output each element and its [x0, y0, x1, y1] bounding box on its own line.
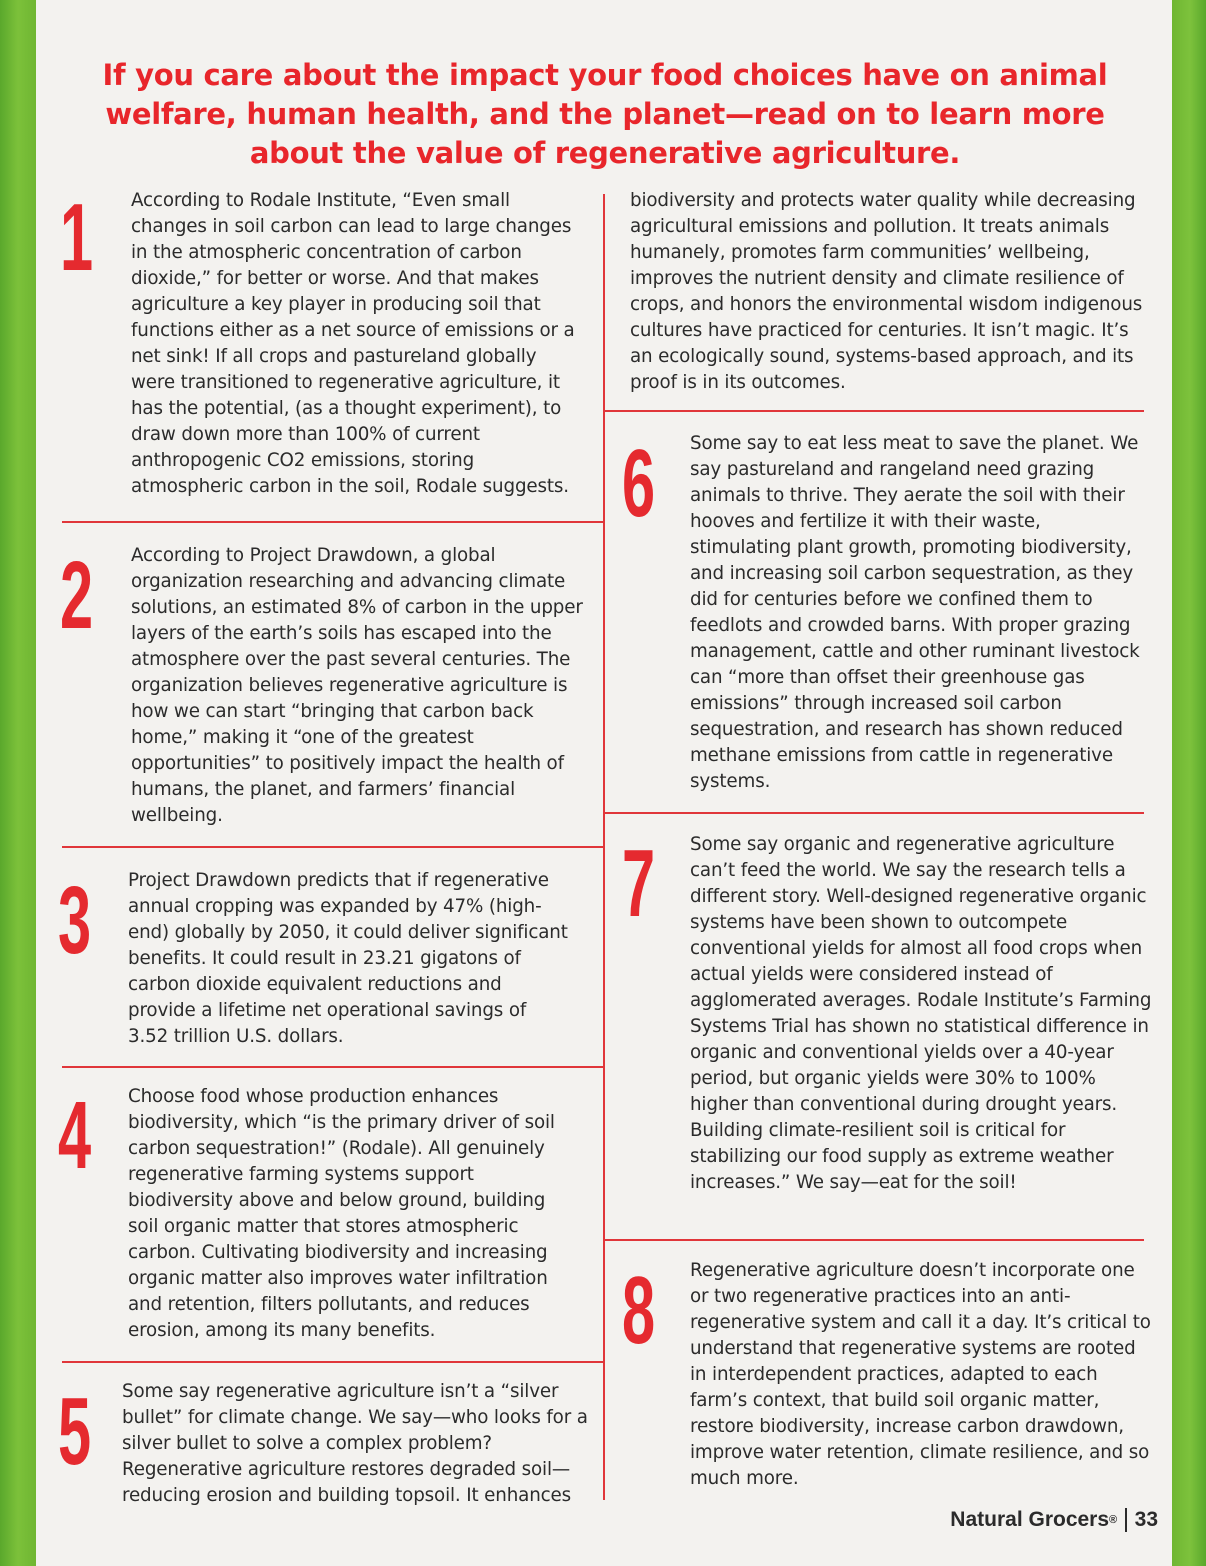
page-footer	[950, 1508, 1158, 1532]
divider-7-8	[604, 1239, 1144, 1241]
item-text-8: Regenerative agriculture doesn’t incorporate one or two regenerative practices into an anti-regenerative system and call it a day. It’s critical to understand that regenerative systems are rooted in interdependent practices, adapted to each farm’s context, that build soil organic matter, restore biodiversity, increase carbon drawdown, improve water retention, climate resilience, and so much more.	[690, 1260, 1151, 1489]
divider-2-3	[62, 846, 604, 848]
divider-4-5	[62, 1361, 604, 1363]
item-number-2: 2	[60, 542, 94, 649]
divider-1-2	[62, 521, 604, 523]
divider-3-4	[62, 1066, 604, 1068]
item-text-1: According to Rodale Institute, “Even small changes in soil carbon can lead to large changes in the atmospheric concentration of carbon dioxide,” for better or worse. And that makes agriculture a key player in producing soil that functions either as a net source of emissions or a net sink! If all crops and pastureland globally were transitioned to regenerative agriculture, it has the potential, (as a thought experiment), to draw down more than 100% of current anthropogenic CO2 emissions, storing atmospheric carbon in the soil, Rodale suggests.	[131, 190, 575, 497]
item-number-1: 1	[60, 184, 94, 291]
item-text-6: Some say to eat less meat to save the planet. We say pastureland and rangeland need grazing animals to thrive. They aerate the soil with their hooves and fertilize it with their waste, stimulating plant growth, promoting biodiversity, and increasing soil carbon sequestration, as they did for centuries before we confined them to feedlots and crowded barns. With proper grazing management, cattle and other ruminant livestock can “more than offset their greenhouse gas emissions” through increased soil carbon sequestration, and research has shown reduced methane emissions from cattle in regenerative systems.	[690, 433, 1140, 792]
item-number-7: 7	[622, 830, 656, 937]
registered-mark: ®	[1109, 1514, 1118, 1526]
item-text-5: Some say regenerative agriculture isn’t a “silver bullet” for climate change. We say—who looks for a silver bullet to solve a complex problem? Regenerative agriculture restores degraded soil—reducing erosion and building topsoil. It enhances	[122, 1381, 588, 1506]
item-text-2: According to Project Drawdown, a global organization researching and advancing climate solutions, an estimated 8% of carbon in the upper layers of the earth’s soils has escaped into the atmosphere over the past several centuries. The organization believes regenerative agriculture is how we can start “bringing that carbon back home,” making it “one of the greatest opportunities” to positively impact the health of humans, the planet, and farmers’ financial wellbeing.	[131, 545, 583, 826]
divider-5-6	[604, 410, 1144, 412]
brand-name: Natural Grocers	[950, 1508, 1110, 1531]
page-headline: If you care about the impact your food choices have on animal welfare, human health, and the planet—read on to learn more about the value of regenerative agriculture.	[102, 58, 1108, 170]
footer-separator	[1125, 1508, 1127, 1532]
item-number-6: 6	[622, 430, 656, 537]
item-number-4: 4	[58, 1082, 92, 1189]
item-text-3: Project Drawdown predicts that if regenerative annual cropping was expanded by 47% (high-end) globally by 2050, it could deliver significant benefits. It could result in 23.21 gigatons of carbon dioxide equivalent reductions and provide a lifetime net operational savings of 3.52 trillion U.S. dollars.	[128, 870, 568, 1047]
item-text-7: Some say organic and regenerative agriculture can’t feed the world. We say the research tells a different story. Well-designed regenerative organic systems have been shown to outcompete conventional yields for almost all food crops when actual yields were considered instead of agglomerated averages. Rodale Institute’s Farming Systems Trial has shown no statistical difference in organic and conventional yields over a 40-year period, but organic yields were 30% to 100% higher than conventional during drought years. Building climate-resilient soil is critical for stabilizing our food supply as extreme weather increases.” We say—eat for the soil!	[690, 834, 1152, 1193]
item-number-5: 5	[58, 1378, 92, 1485]
divider-6-7	[604, 812, 1144, 814]
item-text-4: Choose food whose production enhances biodiversity, which “is the primary driver of soil carbon sequestration!” (Rodale). All genuinely regenerative farming systems support biodiversity above and below ground, building soil organic matter that stores atmospheric carbon. Cultivating biodiversity and increasing organic matter also improves water infiltration and retention, filters pollutants, and reduces erosion, among its many benefits.	[128, 1086, 555, 1341]
item-number-8: 8	[622, 1257, 656, 1364]
item-number-3: 3	[58, 867, 92, 974]
item-text-5-continued: biodiversity and protects water quality while decreasing agricultural emissions and pollution. It treats animals humanely, promotes farm communities’ wellbeing, improves the nutrient density and climate resilience of crops, and honors the environmental wisdom indigenous cultures have practiced for centuries. It isn’t magic. It’s an ecologically sound, systems-based approach, and its proof is in its outcomes.	[630, 190, 1143, 393]
page-number: 33	[1134, 1508, 1158, 1531]
